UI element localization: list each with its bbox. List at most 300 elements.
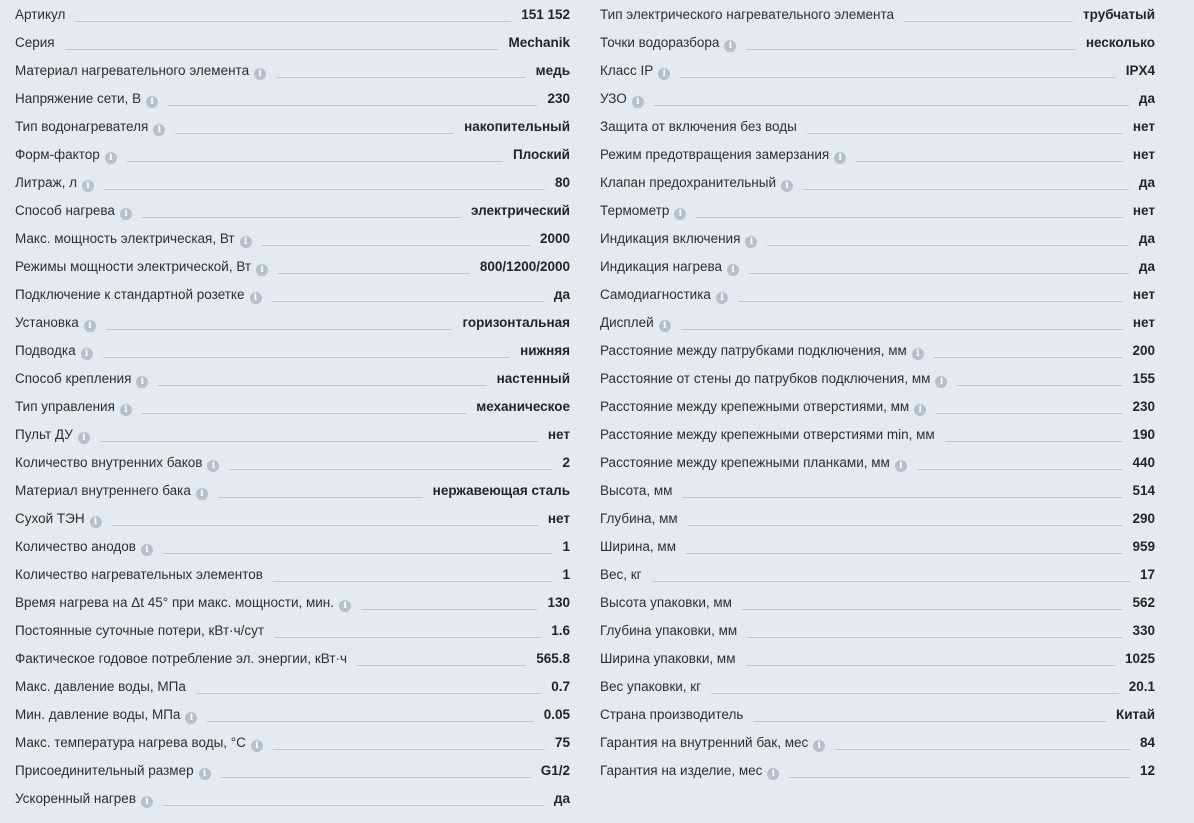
spec-value: 290 bbox=[1132, 511, 1155, 526]
spec-row bbox=[600, 532, 1155, 560]
leader-line bbox=[357, 665, 526, 666]
leader-line bbox=[142, 413, 466, 414]
leader-line bbox=[934, 357, 1123, 358]
spec-name bbox=[15, 482, 208, 504]
spec-name bbox=[600, 258, 739, 280]
leader-line bbox=[127, 161, 503, 162]
spec-name-text: Термометр bbox=[600, 203, 670, 218]
spec-row bbox=[15, 756, 570, 784]
leader-line bbox=[175, 133, 454, 134]
leader-line bbox=[103, 357, 510, 358]
spec-name bbox=[600, 146, 846, 168]
spec-row bbox=[15, 56, 570, 84]
spec-name bbox=[15, 314, 96, 336]
spec-row bbox=[600, 672, 1155, 700]
leader-line bbox=[273, 749, 545, 750]
info-icon[interactable]: i bbox=[81, 348, 93, 360]
spec-name bbox=[15, 510, 102, 532]
spec-row bbox=[600, 252, 1155, 280]
spec-name bbox=[600, 34, 736, 56]
spec-row bbox=[600, 28, 1155, 56]
spec-value: 440 bbox=[1132, 455, 1155, 470]
spec-name-text: Количество анодов bbox=[15, 539, 136, 554]
spec-row bbox=[600, 616, 1155, 644]
spec-name-text: Макс. температура нагрева воды, °С bbox=[15, 735, 246, 750]
info-icon[interactable]: i bbox=[82, 180, 94, 192]
info-icon[interactable]: i bbox=[105, 152, 117, 164]
spec-value: 330 bbox=[1132, 623, 1155, 638]
spec-row bbox=[15, 280, 570, 308]
spec-row bbox=[15, 308, 570, 336]
spec-row bbox=[15, 224, 570, 252]
spec-name bbox=[15, 538, 153, 560]
spec-row bbox=[600, 140, 1155, 168]
spec-row bbox=[600, 728, 1155, 756]
spec-value: 0.05 bbox=[543, 707, 570, 722]
spec-value: 151 152 bbox=[521, 7, 570, 22]
spec-name bbox=[15, 90, 158, 112]
spec-value: 1025 bbox=[1124, 651, 1155, 666]
leader-line bbox=[276, 77, 526, 78]
spec-name bbox=[15, 6, 65, 28]
spec-name bbox=[600, 62, 670, 84]
leader-line bbox=[856, 161, 1123, 162]
spec-name bbox=[15, 454, 219, 476]
spec-name-text: Тип электрического нагревательного элемента bbox=[600, 7, 895, 22]
leader-line bbox=[746, 665, 1115, 666]
leader-line bbox=[654, 105, 1129, 106]
spec-value: несколько bbox=[1085, 35, 1155, 50]
spec-value: да bbox=[1138, 259, 1155, 274]
spec-value: 2 bbox=[562, 455, 570, 470]
info-icon[interactable]: i bbox=[120, 208, 132, 220]
spec-row bbox=[15, 252, 570, 280]
spec-name-text: Точки водоразбора bbox=[600, 35, 720, 50]
leader-line bbox=[106, 329, 453, 330]
spec-value: 562 bbox=[1132, 595, 1155, 610]
info-icon[interactable]: i bbox=[935, 376, 947, 388]
info-icon[interactable]: i bbox=[78, 432, 90, 444]
spec-value: G1/2 bbox=[540, 763, 570, 778]
spec-value: да bbox=[553, 791, 570, 806]
spec-name-text: Самодиагностика bbox=[600, 287, 711, 302]
spec-row bbox=[15, 420, 570, 448]
spec-row bbox=[15, 784, 570, 812]
info-icon[interactable]: i bbox=[674, 208, 686, 220]
leader-line bbox=[753, 721, 1106, 722]
info-icon[interactable]: i bbox=[256, 264, 268, 276]
spec-name bbox=[600, 370, 947, 392]
spec-name-text: Установка bbox=[15, 315, 79, 330]
leader-line bbox=[686, 553, 1122, 554]
spec-row bbox=[600, 700, 1155, 728]
info-icon[interactable]: i bbox=[834, 152, 846, 164]
spec-row bbox=[15, 112, 570, 140]
info-icon[interactable]: i bbox=[727, 264, 739, 276]
leader-line bbox=[262, 245, 530, 246]
spec-row bbox=[600, 756, 1155, 784]
leader-line bbox=[272, 301, 544, 302]
info-icon[interactable]: i bbox=[781, 180, 793, 192]
spec-name-text: Вес упаковки, кг bbox=[600, 679, 702, 694]
spec-name-text: Индикация нагрева bbox=[600, 259, 723, 274]
leader-line bbox=[207, 721, 533, 722]
spec-row bbox=[15, 0, 570, 28]
leader-line bbox=[917, 469, 1123, 470]
info-icon[interactable]: i bbox=[136, 376, 148, 388]
spec-value: Китай bbox=[1116, 707, 1155, 722]
leader-line bbox=[682, 497, 1122, 498]
leader-line bbox=[738, 301, 1123, 302]
spec-row bbox=[15, 476, 570, 504]
spec-value: 0.7 bbox=[551, 679, 570, 694]
leader-line bbox=[767, 245, 1129, 246]
spec-name bbox=[600, 538, 676, 560]
spec-name bbox=[600, 678, 701, 700]
spec-name-text: Расстояние между крепежными отверстиями, мм bbox=[600, 399, 910, 414]
leader-line bbox=[747, 637, 1122, 638]
spec-row bbox=[15, 532, 570, 560]
spec-name-text: Постоянные суточные потери, кВт·ч/сут bbox=[15, 623, 265, 638]
spec-value: 230 bbox=[1132, 399, 1155, 414]
spec-value: да bbox=[1138, 231, 1155, 246]
spec-value: нет bbox=[547, 427, 570, 442]
info-icon[interactable]: i bbox=[254, 68, 266, 80]
spec-row bbox=[15, 84, 570, 112]
spec-row bbox=[15, 196, 570, 224]
info-icon[interactable]: i bbox=[250, 292, 262, 304]
info-icon[interactable]: i bbox=[207, 460, 219, 472]
spec-name-text: Высота упаковки, мм bbox=[600, 595, 732, 610]
spec-name-text: Серия bbox=[15, 35, 55, 50]
spec-name-text: Клапан предохранительный bbox=[600, 175, 777, 190]
spec-name bbox=[15, 174, 94, 196]
spec-name bbox=[600, 426, 935, 448]
leader-line bbox=[168, 105, 537, 106]
info-icon[interactable]: i bbox=[632, 96, 644, 108]
leader-line bbox=[112, 525, 538, 526]
info-icon[interactable]: i bbox=[813, 740, 825, 752]
spec-name bbox=[600, 174, 793, 196]
spec-value: нет bbox=[1132, 203, 1155, 218]
spec-row bbox=[600, 56, 1155, 84]
leader-line bbox=[142, 217, 461, 218]
info-icon[interactable]: i bbox=[767, 768, 779, 780]
spec-name-text: Количество внутренних баков bbox=[15, 455, 203, 470]
spec-value: нержавеющая сталь bbox=[432, 483, 570, 498]
spec-value: да bbox=[1138, 91, 1155, 106]
spec-value: 230 bbox=[547, 91, 570, 106]
spec-row bbox=[15, 672, 570, 700]
info-icon[interactable]: i bbox=[153, 124, 165, 136]
spec-name-text: Сухой ТЭН bbox=[15, 511, 85, 526]
spec-row bbox=[15, 364, 570, 392]
leader-line bbox=[163, 553, 553, 554]
spec-value: нет bbox=[547, 511, 570, 526]
spec-value: 20.1 bbox=[1128, 679, 1155, 694]
spec-name-text: Расстояние между патрубками подключения, мм bbox=[600, 343, 907, 358]
spec-name-text: Вес, кг bbox=[600, 567, 642, 582]
spec-row bbox=[600, 560, 1155, 588]
leader-line bbox=[273, 581, 553, 582]
spec-name-text: Мин. давление воды, МПа bbox=[15, 707, 181, 722]
spec-name bbox=[15, 230, 252, 252]
spec-name bbox=[15, 706, 197, 728]
info-icon[interactable]: i bbox=[912, 348, 924, 360]
spec-row bbox=[15, 588, 570, 616]
spec-row bbox=[600, 336, 1155, 364]
leader-line bbox=[163, 805, 544, 806]
spec-name bbox=[15, 286, 262, 308]
spec-name bbox=[15, 370, 148, 392]
spec-name bbox=[600, 566, 642, 588]
info-icon[interactable]: i bbox=[658, 68, 670, 80]
leader-line bbox=[229, 469, 552, 470]
leader-line bbox=[274, 637, 541, 638]
spec-name bbox=[15, 790, 153, 812]
spec-name bbox=[600, 622, 737, 644]
spec-value: 1 bbox=[562, 539, 570, 554]
spec-name bbox=[15, 594, 351, 616]
spec-name bbox=[15, 62, 266, 84]
spec-row bbox=[15, 504, 570, 532]
spec-name bbox=[600, 454, 907, 476]
spec-row bbox=[15, 560, 570, 588]
spec-name bbox=[600, 342, 924, 364]
spec-value: 80 bbox=[554, 175, 570, 190]
info-icon[interactable]: i bbox=[120, 404, 132, 416]
spec-value: 155 bbox=[1132, 371, 1155, 386]
leader-line bbox=[803, 189, 1129, 190]
spec-name-text: Ширина, мм bbox=[600, 539, 676, 554]
spec-name-text: Расстояние между крепежными планками, мм bbox=[600, 455, 890, 470]
spec-name bbox=[600, 314, 671, 336]
spec-name bbox=[15, 734, 263, 756]
info-icon[interactable]: i bbox=[251, 740, 263, 752]
spec-name-text: Тип водонагревателя bbox=[15, 119, 149, 134]
spec-name bbox=[15, 426, 90, 448]
leader-line bbox=[652, 581, 1130, 582]
spec-name-text: Макс. мощность электрическая, Вт bbox=[15, 231, 235, 246]
spec-name bbox=[15, 566, 263, 588]
info-icon[interactable]: i bbox=[240, 236, 252, 248]
spec-row bbox=[600, 448, 1155, 476]
spec-name bbox=[600, 594, 732, 616]
info-icon[interactable]: i bbox=[745, 236, 757, 248]
spec-name-text: Расстояние от стены до патрубков подключения, мм bbox=[600, 371, 931, 386]
spec-name-text: Материал внутреннего бака bbox=[15, 483, 191, 498]
spec-name bbox=[600, 398, 926, 420]
spec-name-text: Режимы мощности электрической, Вт bbox=[15, 259, 252, 274]
spec-value: да bbox=[553, 287, 570, 302]
info-icon[interactable]: i bbox=[141, 796, 153, 808]
leader-line bbox=[218, 497, 423, 498]
spec-row bbox=[600, 0, 1155, 28]
info-icon[interactable]: i bbox=[84, 320, 96, 332]
spec-value: нет bbox=[1132, 287, 1155, 302]
spec-name-text: Дисплей bbox=[600, 315, 654, 330]
spec-value: 190 bbox=[1132, 427, 1155, 442]
spec-name-text: Напряжение сети, В bbox=[15, 91, 142, 106]
spec-name-text: Защита от включения без воды bbox=[600, 119, 797, 134]
spec-row bbox=[15, 616, 570, 644]
leader-line bbox=[904, 21, 1073, 22]
spec-name-text: Форм-фактор bbox=[15, 147, 100, 162]
info-icon[interactable]: i bbox=[199, 768, 211, 780]
spec-name-text: Макс. давление воды, МПа bbox=[15, 679, 186, 694]
spec-value: 1.6 bbox=[551, 623, 570, 638]
spec-row bbox=[15, 140, 570, 168]
spec-name-text: Тип управления bbox=[15, 399, 115, 414]
info-icon[interactable]: i bbox=[146, 96, 158, 108]
leader-line bbox=[104, 189, 545, 190]
spec-row bbox=[600, 392, 1155, 420]
leader-line bbox=[221, 777, 531, 778]
info-icon[interactable]: i bbox=[716, 292, 728, 304]
spec-row bbox=[15, 728, 570, 756]
spec-name-text: УЗО bbox=[600, 91, 627, 106]
spec-value: механическое bbox=[476, 399, 570, 414]
spec-name-text: Время нагрева на Δt 45° при макс. мощности, мин. bbox=[15, 595, 335, 610]
leader-line bbox=[749, 273, 1129, 274]
spec-row bbox=[15, 168, 570, 196]
spec-row bbox=[600, 644, 1155, 672]
specs-column-left bbox=[15, 0, 570, 812]
spec-value: 1 bbox=[562, 567, 570, 582]
info-icon[interactable]: i bbox=[659, 320, 671, 332]
spec-name-text: Индикация включения bbox=[600, 231, 741, 246]
spec-name-text: Присоединительный размер bbox=[15, 763, 194, 778]
leader-line bbox=[945, 441, 1123, 442]
spec-name-text: Артикул bbox=[15, 7, 66, 22]
spec-row bbox=[15, 28, 570, 56]
spec-value: 2000 bbox=[539, 231, 570, 246]
spec-row bbox=[600, 84, 1155, 112]
spec-value: накопительный bbox=[464, 119, 570, 134]
spec-name bbox=[15, 146, 117, 168]
info-icon[interactable]: i bbox=[914, 404, 926, 416]
spec-row bbox=[600, 196, 1155, 224]
leader-line bbox=[957, 385, 1122, 386]
leader-line bbox=[746, 49, 1075, 50]
spec-name-text: Способ крепления bbox=[15, 371, 132, 386]
info-icon[interactable]: i bbox=[895, 460, 907, 472]
leader-line bbox=[681, 329, 1123, 330]
spec-value: 12 bbox=[1139, 763, 1155, 778]
spec-name bbox=[15, 678, 186, 700]
spec-name bbox=[600, 706, 743, 728]
leader-line bbox=[196, 693, 541, 694]
spec-value: нет bbox=[1132, 147, 1155, 162]
spec-name-text: Глубина упаковки, мм bbox=[600, 623, 738, 638]
spec-name bbox=[600, 230, 757, 252]
spec-name-text: Ускоренный нагрев bbox=[15, 791, 136, 806]
spec-name-text: Ширина упаковки, мм bbox=[600, 651, 736, 666]
spec-row bbox=[15, 700, 570, 728]
spec-row bbox=[600, 364, 1155, 392]
info-icon[interactable]: i bbox=[724, 40, 736, 52]
info-icon[interactable]: i bbox=[185, 712, 197, 724]
leader-line bbox=[680, 77, 1115, 78]
spec-name-text: Количество нагревательных элементов bbox=[15, 567, 263, 582]
spec-value: 84 bbox=[1139, 735, 1155, 750]
spec-value: нижняя bbox=[520, 343, 570, 358]
spec-name bbox=[600, 90, 644, 112]
spec-name bbox=[600, 118, 797, 140]
info-icon[interactable]: i bbox=[90, 516, 102, 528]
leader-line bbox=[696, 217, 1123, 218]
spec-row bbox=[600, 588, 1155, 616]
spec-name-text: Гарантия на изделие, мес bbox=[600, 763, 763, 778]
spec-name-text: Режим предотвращения замерзания bbox=[600, 147, 830, 162]
spec-value: Плоский bbox=[512, 147, 570, 162]
info-icon[interactable]: i bbox=[196, 488, 208, 500]
spec-name-text: Материал нагревательного элемента bbox=[15, 63, 250, 78]
spec-name bbox=[600, 286, 728, 308]
spec-row bbox=[600, 168, 1155, 196]
spec-value: Mechanik bbox=[508, 35, 570, 50]
spec-name-text: Подключение к стандартной розетке bbox=[15, 287, 245, 302]
spec-value: трубчатый bbox=[1083, 7, 1155, 22]
leader-line bbox=[835, 749, 1130, 750]
spec-row bbox=[15, 644, 570, 672]
spec-value: электрический bbox=[471, 203, 570, 218]
spec-name bbox=[600, 202, 686, 224]
spec-row bbox=[600, 420, 1155, 448]
leader-line bbox=[75, 21, 511, 22]
spec-row bbox=[600, 308, 1155, 336]
spec-value: настенный bbox=[496, 371, 570, 386]
leader-line bbox=[361, 609, 537, 610]
spec-value: IPX4 bbox=[1125, 63, 1155, 78]
spec-name-text: Гарантия на внутренний бак, мес bbox=[600, 735, 809, 750]
leader-line bbox=[158, 385, 486, 386]
spec-value: 514 bbox=[1132, 483, 1155, 498]
spec-name bbox=[600, 762, 779, 784]
info-icon[interactable]: i bbox=[141, 544, 153, 556]
spec-name-text: Фактическое годовое потребление эл. энергии, кВт·ч bbox=[15, 651, 348, 666]
spec-value: 200 bbox=[1132, 343, 1155, 358]
spec-name bbox=[15, 34, 55, 56]
spec-name-text: Подводка bbox=[15, 343, 76, 358]
spec-name-text: Литраж, л bbox=[15, 175, 78, 190]
spec-row bbox=[600, 112, 1155, 140]
spec-name-text: Расстояние между крепежными отверстиями min, мм bbox=[600, 427, 935, 442]
spec-name bbox=[15, 258, 268, 280]
spec-value: 800/1200/2000 bbox=[479, 259, 570, 274]
leader-line bbox=[688, 525, 1123, 526]
spec-row bbox=[600, 224, 1155, 252]
leader-line bbox=[65, 49, 499, 50]
leader-line bbox=[711, 693, 1119, 694]
spec-name-text: Способ нагрева bbox=[15, 203, 115, 218]
spec-value: нет bbox=[1132, 119, 1155, 134]
leader-line bbox=[789, 777, 1130, 778]
spec-name-text: Пульт ДУ bbox=[15, 427, 73, 442]
spec-row bbox=[600, 476, 1155, 504]
spec-row bbox=[15, 392, 570, 420]
leader-line bbox=[936, 413, 1122, 414]
spec-value: медь bbox=[535, 63, 570, 78]
spec-value: 959 bbox=[1132, 539, 1155, 554]
spec-name bbox=[15, 650, 347, 672]
specs-column-right bbox=[600, 0, 1155, 784]
info-icon[interactable]: i bbox=[339, 600, 351, 612]
spec-value: нет bbox=[1132, 315, 1155, 330]
spec-name-text: Страна производитель bbox=[600, 707, 744, 722]
spec-row bbox=[15, 336, 570, 364]
spec-name bbox=[600, 6, 894, 28]
